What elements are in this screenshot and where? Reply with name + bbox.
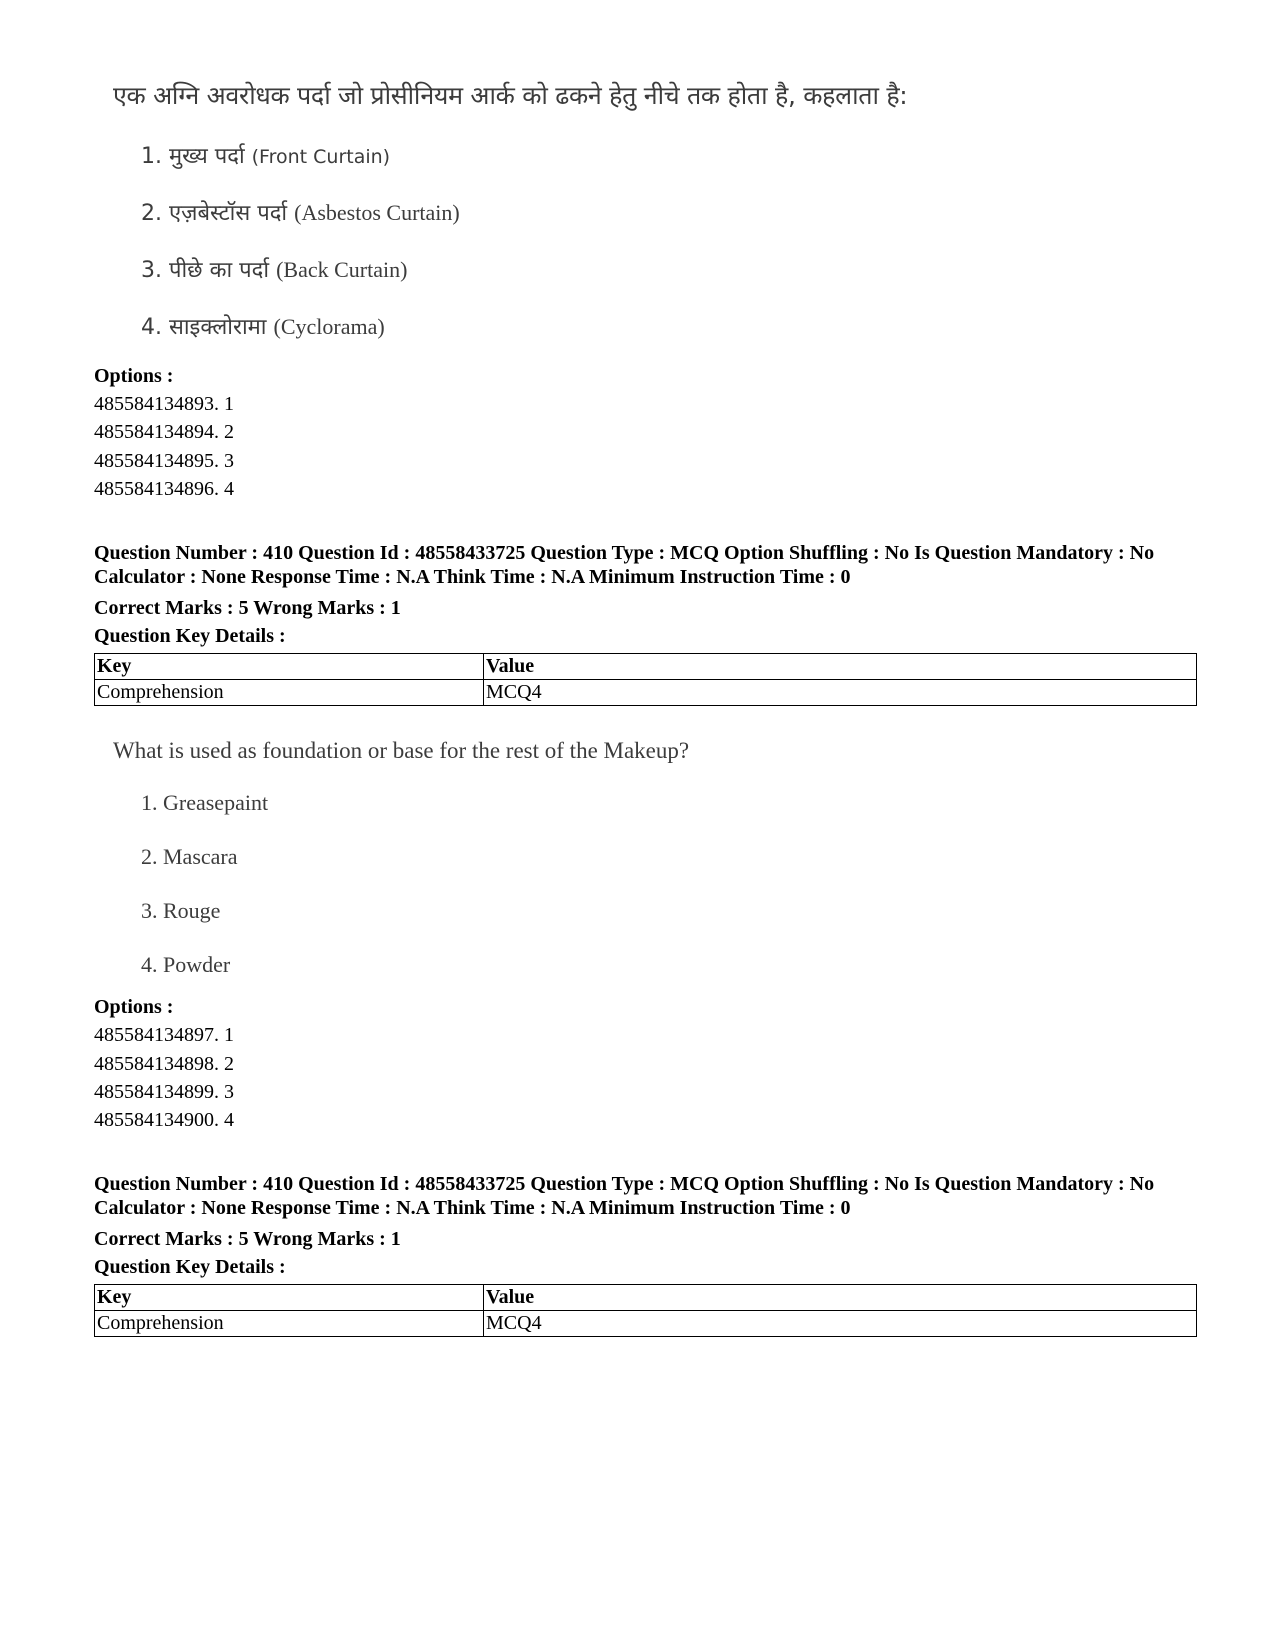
option-id-line: 485584134899. 3: [94, 1081, 234, 1103]
table-cell-value: MCQ4: [484, 1311, 1197, 1337]
option-id-line: 485584134897. 1: [94, 1024, 234, 1046]
choice-4-hindi: 4. साइक्लोरामा: [141, 315, 267, 340]
table-header-row: [95, 654, 1197, 680]
option-id-line: 485584134894. 2: [94, 421, 234, 443]
table-header-row: [95, 1285, 1197, 1311]
choice-2: 2. Mascara: [141, 844, 238, 869]
key-details-table: [94, 1284, 1197, 1337]
table-row: [95, 680, 1197, 706]
question-stem-english: What is used as foundation or base for the rest of the Makeup?: [113, 738, 690, 763]
choice-1-english: (Front Curtain): [251, 146, 391, 168]
key-details-label: Question Key Details :: [94, 625, 286, 647]
choice-3: [141, 254, 407, 284]
table-cell-value: MCQ4: [484, 680, 1197, 706]
options-label: Options :: [94, 996, 174, 1018]
marks-line: Correct Marks : 5 Wrong Marks : 1: [94, 597, 401, 619]
marks-line: Correct Marks : 5 Wrong Marks : 1: [94, 1228, 401, 1250]
option-id-line: 485584134895. 3: [94, 450, 234, 472]
option-id-line: 485584134900. 4: [94, 1109, 234, 1131]
key-details-table: [94, 653, 1197, 706]
key-details-label: Question Key Details :: [94, 1256, 286, 1278]
choice-1-hindi: 1. मुख्य पर्दा: [141, 144, 245, 169]
option-id-line: 485584134893. 1: [94, 393, 234, 415]
question-meta: Question Number : 410 Question Id : 48558433725 Question Type : MCQ Option Shuffling : No Is Question Mandatory : No Calculator : None Response Time : N.A Think Time : N.A Minimum Instruction Time : 0: [94, 1173, 1155, 1219]
table-cell-key: Comprehension: [95, 680, 484, 706]
choice-2: [141, 197, 460, 227]
table-row: [95, 1311, 1197, 1337]
table-header-value: Value: [484, 1285, 1197, 1311]
table-header-value: Value: [484, 654, 1197, 680]
choice-2-english: (Asbestos Curtain): [294, 200, 460, 225]
choice-3: 3. Rouge: [141, 898, 221, 923]
question-meta: Question Number : 410 Question Id : 48558433725 Question Type : MCQ Option Shuffling : No Is Question Mandatory : No Calculator : None Response Time : N.A Think Time : N.A Minimum Instruction Time : 0: [94, 542, 1155, 588]
table-cell-key: Comprehension: [95, 1311, 484, 1337]
option-id-line: 485584134896. 4: [94, 478, 234, 500]
table-header-key: Key: [95, 1285, 484, 1311]
choice-4: 4. Powder: [141, 952, 231, 977]
choice-3-hindi: 3. पीछे का पर्दा: [141, 258, 270, 283]
choice-2-hindi: 2. एज़बेस्टॉस पर्दा: [141, 201, 288, 226]
choice-4: [141, 311, 385, 341]
choice-1: 1. Greasepaint: [141, 790, 269, 815]
choice-3-english: (Back Curtain): [276, 257, 408, 282]
options-label: Options :: [94, 365, 174, 387]
option-id-line: 485584134898. 2: [94, 1053, 234, 1075]
table-header-key: Key: [95, 654, 484, 680]
question-stem-hindi: एक अग्नि अवरोधक पर्दा जो प्रोसीनियम आर्क को ढकने हेतु नीचे तक होता है, कहलाता है:: [113, 81, 908, 110]
choice-1: [141, 140, 390, 170]
choice-4-english: (Cyclorama): [273, 314, 385, 339]
